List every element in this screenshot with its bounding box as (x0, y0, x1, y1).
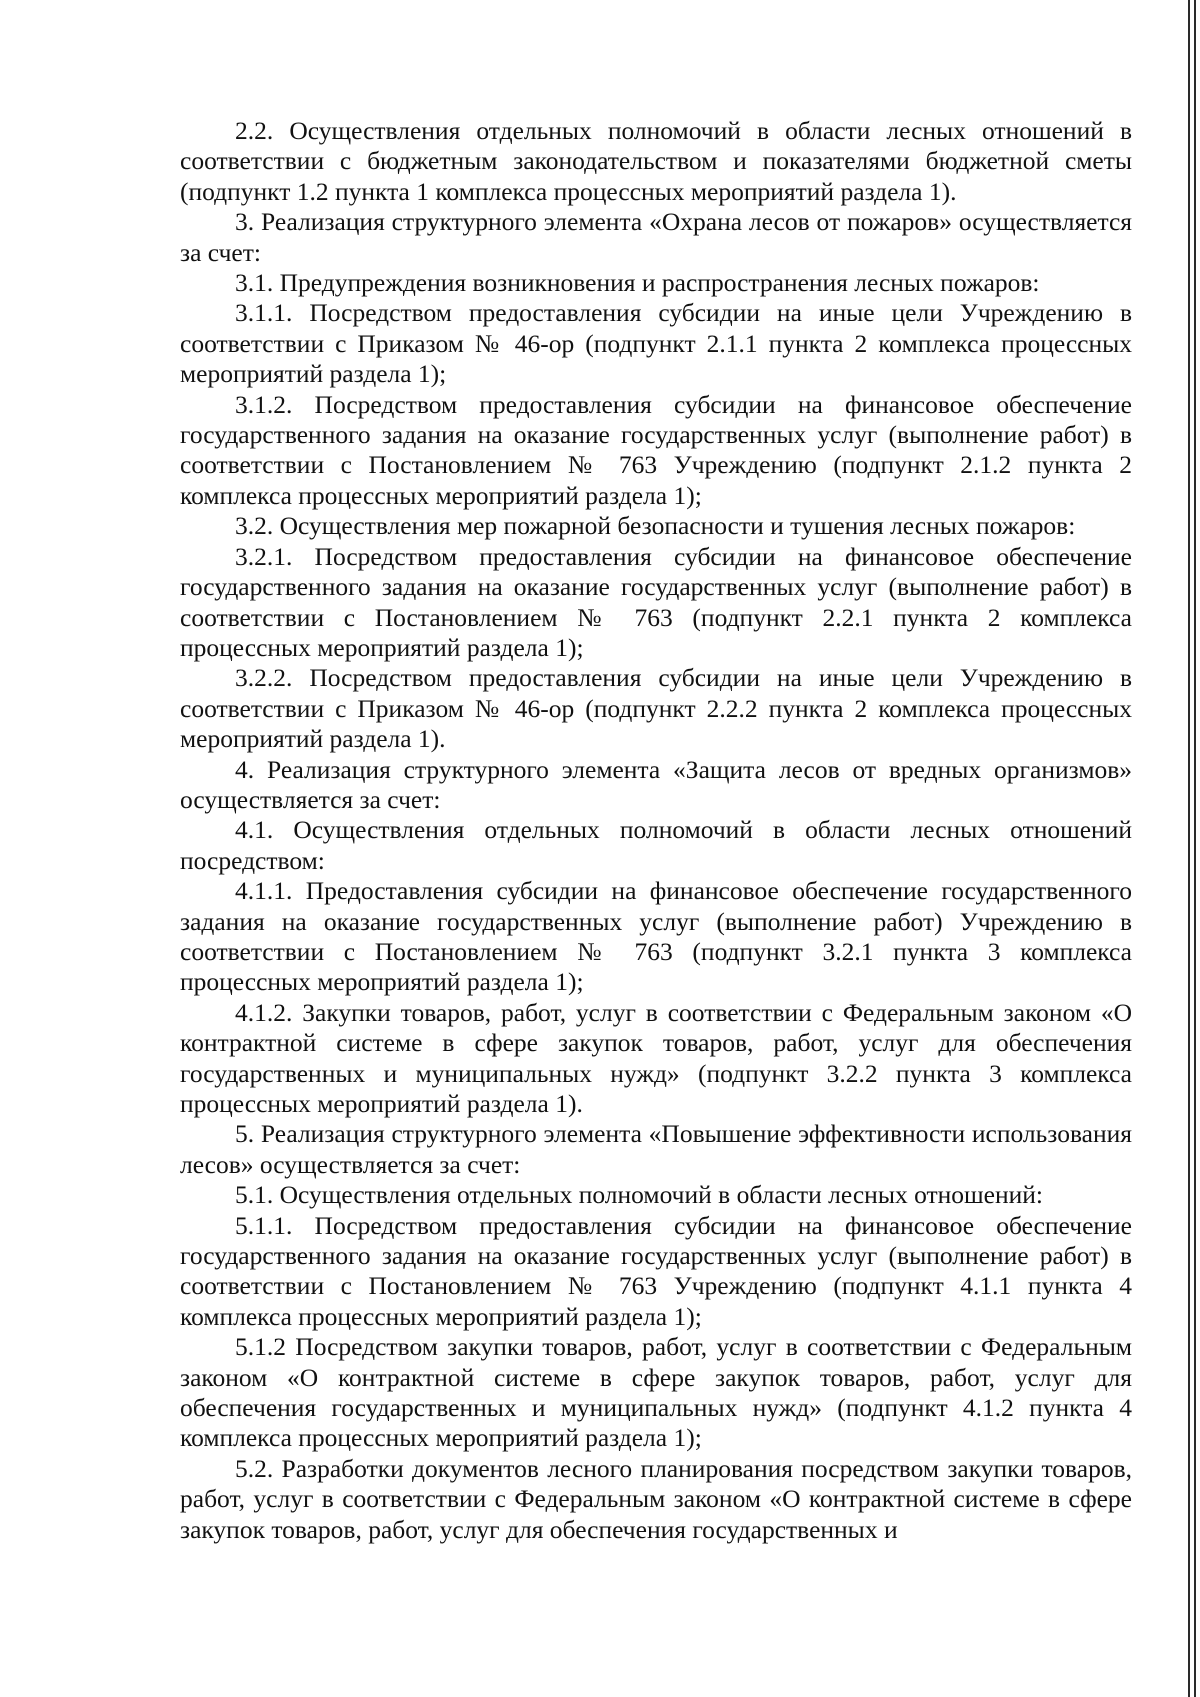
scan-edge (1186, 0, 1200, 1697)
scan-edge-line (1188, 0, 1190, 1697)
scan-edge-line (1194, 0, 1196, 1697)
paragraph-3-2: 3.2. Осуществления мер пожарной безопасности и тушения лесных пожаров: (235, 511, 1076, 541)
paragraph-5-1-1: 5.1.1. Посредством предоставления субсидии на финансовое обеспечение государственного задания на оказание государственных услуг (выполнение работ) в соответствии с Постановлением № 763 Учреждению (подпункт 4.1.1 пункта 4 комплекса процессных мероприятий раздела 1); (180, 1210, 1132, 1331)
paragraph-4: 4. Реализация структурного элемента «Защита лесов от вредных организмов» осуществляется за счет: (180, 754, 1132, 814)
paragraph-5-2: 5.2. Разработки документов лесного планирования посредством закупки товаров, работ, услуг в соответствии с Федеральным законом «О контрактной системе в сфере закупок товаров, работ, услуг для обеспечения государственных и (180, 1453, 1132, 1544)
paragraph-4-1: 4.1. Осуществления отдельных полномочий в области лесных отношений посредством: (180, 815, 1132, 875)
paragraph-3-1: 3.1. Предупреждения возникновения и распространения лесных пожаров: (235, 268, 1040, 298)
paragraph-3-2-1: 3.2.1. Посредством предоставления субсидии на финансовое обеспечение государственного задания на оказание государственных услуг (выполнение работ) в соответствии с Постановлением № 763 (подпункт 2.2.1 пункта 2 комплекса процессных мероприятий раздела 1); (180, 541, 1132, 662)
paragraph-5-1: 5.1. Осуществления отдельных полномочий в области лесных отношений: (235, 1180, 1044, 1210)
paragraph-3: 3. Реализация структурного элемента «Охрана лесов от пожаров» осуществляется за счет: (180, 207, 1132, 267)
paragraph-4-1-2: 4.1.2. Закупки товаров, работ, услуг в соответствии с Федеральным законом «О контрактной системе в сфере закупок товаров, работ, услуг для обеспечения государственных и муниципальных нужд» (подпункт 3.2.2 пункта 3 комплекса процессных мероприятий раздела 1). (180, 997, 1132, 1118)
paragraph-4-1-1: 4.1.1. Предоставления субсидии на финансовое обеспечение государственного задания на оказание государственных услуг (выполнение работ) Учреждению в соответствии с Постановлением № 763 (подпункт 3.2.1 пункта 3 комплекса процессных мероприятий раздела 1); (180, 876, 1132, 997)
paragraph-3-1-1: 3.1.1. Посредством предоставления субсидии на иные цели Учреждению в соответствии с Приказом № 46-ор (подпункт 2.1.1 пункта 2 комплекса процессных мероприятий раздела 1); (180, 298, 1132, 389)
paragraph-5: 5. Реализация структурного элемента «Повышение эффективности использования лесов» осуществляется за счет: (180, 1119, 1132, 1179)
paragraph-3-1-2: 3.1.2. Посредством предоставления субсидии на финансовое обеспечение государственного задания на оказание государственных услуг (выполнение работ) в соответствии с Постановлением № 763 Учреждению (подпункт 2.1.2 пункта 2 комплекса процессных мероприятий раздела 1); (180, 389, 1132, 510)
paragraph-3-2-2: 3.2.2. Посредством предоставления субсидии на иные цели Учреждению в соответствии с Приказом № 46-ор (подпункт 2.2.2 пункта 2 комплекса процессных мероприятий раздела 1). (180, 663, 1132, 754)
document-body (180, 116, 1132, 1545)
paragraph-5-1-2: 5.1.2 Посредством закупки товаров, работ, услуг в соответствии с Федеральным законом «О контрактной системе в сфере закупок товаров, работ, услуг для обеспечения государственных и муниципальных нужд» (подпункт 4.1.2 пункта 4 комплекса процессных мероприятий раздела 1); (180, 1332, 1132, 1453)
paragraph-2-2: 2.2. Осуществления отдельных полномочий в области лесных отношений в соответствии с бюджетным законодательством и показателями бюджетной сметы (подпункт 1.2 пункта 1 комплекса процессных мероприятий раздела 1). (180, 116, 1132, 206)
